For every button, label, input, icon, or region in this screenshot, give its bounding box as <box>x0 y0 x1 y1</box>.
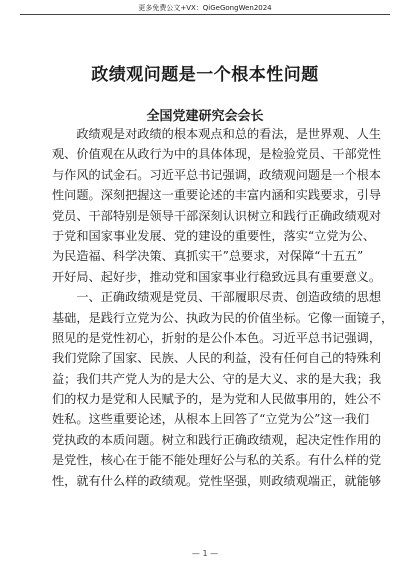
body-line: 党员、干部特别是领导干部深刻认识树立和践行正确政绩观对 <box>52 208 382 223</box>
body-line: 党执政的本质问题。树立和践行正确政绩观，起决定性作用的 <box>52 432 382 447</box>
header-rule <box>20 14 390 15</box>
body-line: 开好局、起好步，推动党和国家事业行稳致远具有重要意义。 <box>52 269 382 284</box>
body-line: 照见的是党性初心，折射的是公仆本色。习近平总书记强调， <box>52 330 382 345</box>
body-line: 性问题。深刻把握这一重要论述的丰富内涵和实践要求，引导 <box>52 188 382 203</box>
document-title: 政绩观问题是一个根本性问题 <box>91 65 319 85</box>
body-line: 姓私。这些重要论述，从根本上回答了“立党为公”这一我们 <box>52 412 370 427</box>
body-line: 我们党除了国家、民族、人民的利益，没有任何自己的特殊利 <box>52 351 382 366</box>
body-line: 性，就有什么样的政绩观。党性坚强，则政绩观端正，就能够 <box>52 473 382 488</box>
body-line: 为民造福、科学决策、真抓实干”总要求，对保障“十五五” <box>52 249 364 264</box>
body-line: 基础，是践行立党为公、执政为民的价值坐标。它像一面镜子， <box>52 310 394 325</box>
body-line: 是党性，核心在于能不能处理好公与私的关系。有什么样的党 <box>52 453 382 468</box>
document-author: 全国党建研究会会长 <box>146 109 264 124</box>
body-line: 政绩观是对政绩的根本观点和总的看法，是世界观、人生 <box>52 127 382 141</box>
body-line: 于党和国家事业发展、党的建设的重要性，落实“立党为公、 <box>52 228 376 243</box>
header-note: 更多免费公文+VX：QiGeGongWen2024 <box>138 4 272 12</box>
body-line: 一、正确政绩观是党员、干部履职尽责、创造政绩的思想 <box>52 290 382 305</box>
page-number: — 1 — <box>191 549 219 558</box>
body-line: 们的权力是党和人民赋予的，是为党和人民做事用的，姓公不 <box>52 392 382 407</box>
body-line: 益；我们共产党人为的是大公、守的是大义、求的是大我；我 <box>52 371 382 386</box>
body-line: 观、价值观在从政行为中的具体体现，是检验党员、干部党性 <box>52 147 382 162</box>
document-body <box>52 124 394 491</box>
body-line: 与作风的试金石。习近平总书记强调，政绩观问题是一个根本 <box>52 167 382 182</box>
